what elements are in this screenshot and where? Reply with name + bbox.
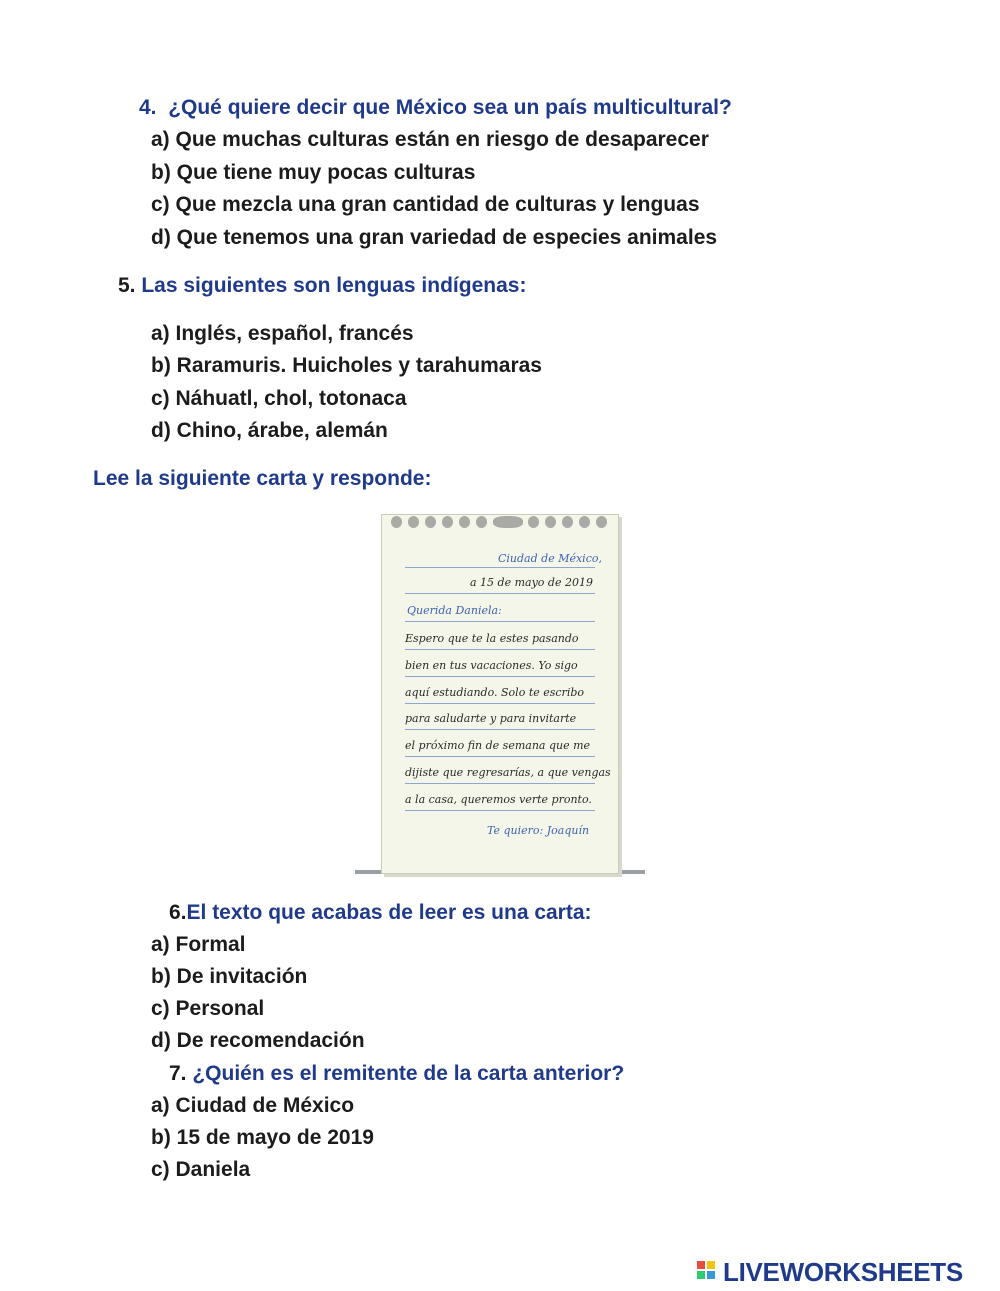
question-5 — [118, 274, 526, 298]
logo-square-1 — [697, 1261, 705, 1269]
letter-image — [355, 510, 645, 878]
q5-option-a[interactable]: a) Inglés, español, francés — [151, 322, 414, 345]
q4-option-a[interactable]: a) Que muchas culturas están en riesgo de desaparecer — [151, 128, 709, 151]
letter-date: a 15 de mayo de 2019 — [470, 576, 593, 589]
question-6 — [169, 901, 592, 925]
q4-option-b[interactable]: b) Que tiene muy pocas culturas — [151, 161, 476, 184]
q5-option-d[interactable]: d) Chino, árabe, alemán — [151, 419, 388, 442]
question-6-number: 6. — [169, 901, 187, 924]
q6-option-d[interactable]: d) De recomendación — [151, 1029, 365, 1052]
q7-option-c[interactable]: c) Daniela — [151, 1158, 251, 1181]
logo-square-2 — [707, 1261, 715, 1269]
logo-text: LIVEWORKSHEETS — [723, 1257, 963, 1287]
letter-line-5: el próximo fin de semana que me — [405, 739, 591, 752]
reading-prompt: Lee la siguiente carta y responde: — [93, 467, 432, 490]
question-7-text: ¿Quién es el remitente de la carta anterior? — [192, 1062, 625, 1085]
logo-square-4 — [707, 1271, 715, 1279]
question-6-text: El texto que acabas de leer es una carta: — [186, 901, 592, 924]
q4-option-c[interactable]: c) Que mezcla una gran cantidad de culturas y lenguas — [151, 193, 700, 216]
q5-option-b[interactable]: b) Raramuris. Huicholes y tarahumaras — [151, 354, 542, 377]
letter-line-4: para saludarte y para invitarte — [405, 712, 577, 725]
question-4-number: 4. — [139, 96, 157, 119]
question-5-number: 5. — [118, 274, 136, 297]
letter-signature: Te quiero: Joaquín — [487, 824, 590, 837]
question-7-number: 7. — [169, 1062, 187, 1085]
letter-greeting: Querida Daniela: — [407, 604, 502, 617]
q5-option-c[interactable]: c) Náhuatl, chol, totonaca — [151, 387, 407, 410]
q4-option-d[interactable]: d) Que tenemos una gran variedad de especies animales — [151, 226, 718, 249]
letter-line-6: dijiste que regresarías, a que vengas — [405, 766, 611, 779]
q6-option-a[interactable]: a) Formal — [151, 933, 246, 956]
binder-holes — [391, 516, 606, 530]
letter-line-2: bien en tus vacaciones. Yo sigo — [405, 659, 578, 672]
question-4-text: ¿Qué quiere decir que México sea un país multicultural? — [168, 96, 732, 119]
letter-line-1: Espero que te la estes pasando — [405, 632, 579, 645]
letter-line-3: aquí estudiando. Solo te escribo — [405, 686, 585, 699]
question-4 — [139, 96, 732, 120]
q7-option-b[interactable]: b) 15 de mayo de 2019 — [151, 1126, 374, 1149]
letter-line-7: a la casa, queremos verte pronto. — [405, 793, 592, 806]
q7-option-a[interactable]: a) Ciudad de México — [151, 1094, 355, 1117]
q6-option-c[interactable]: c) Personal — [151, 997, 265, 1020]
letter-place: Ciudad de México, — [498, 552, 602, 565]
question-7 — [169, 1062, 624, 1086]
logo-square-3 — [697, 1271, 705, 1279]
q6-option-b[interactable]: b) De invitación — [151, 965, 308, 988]
question-5-text: Las siguientes son lenguas indígenas: — [141, 274, 527, 297]
